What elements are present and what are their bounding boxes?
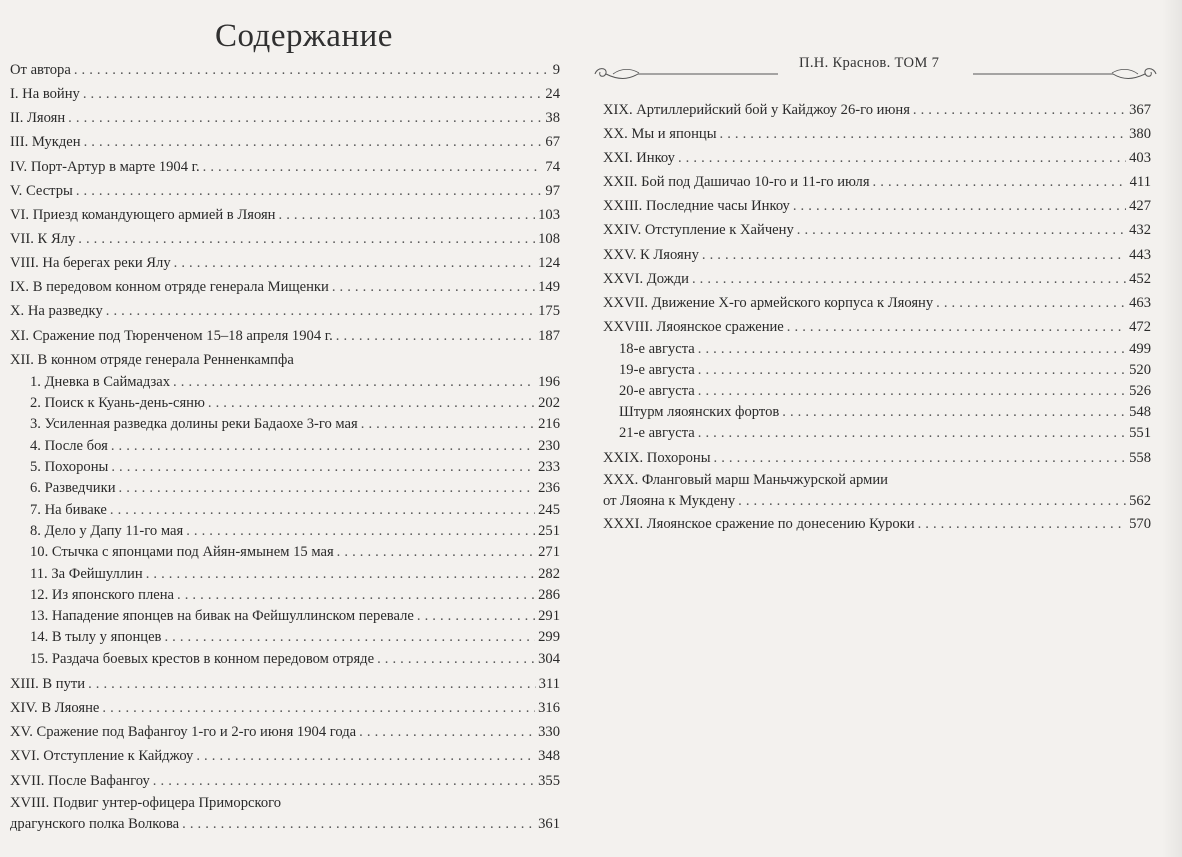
- toc-entry[interactable]: [603, 243, 1151, 267]
- toc-subentry[interactable]: [10, 627, 560, 648]
- left-flourish-icon: [593, 64, 783, 84]
- toc-entry[interactable]: [10, 696, 560, 720]
- toc-entry[interactable]: [10, 227, 560, 251]
- toc-page-number: 380: [1129, 126, 1151, 143]
- dot-leader: [793, 194, 1126, 218]
- toc-page-number: 316: [538, 700, 560, 717]
- toc-subentry-label: 11. За Фейшуллин: [30, 565, 143, 582]
- toc-page-number: 432: [1129, 222, 1151, 239]
- dot-leader: [84, 130, 543, 154]
- toc-entry-label: XXVII. Движение Х-го армейского корпуса к Ляояну: [603, 294, 934, 311]
- dot-leader: [337, 542, 535, 563]
- toc-entry-label: XIX. Артиллерийский бой у Кайджоу 26-го июня: [603, 102, 910, 118]
- toc-page-number: 472: [1129, 318, 1151, 335]
- toc-page-number: 427: [1129, 198, 1151, 215]
- toc-subentry-label: 18-е августа: [619, 340, 695, 357]
- toc-page-number: 311: [538, 675, 560, 692]
- toc-page-number: 463: [1129, 294, 1151, 311]
- dot-leader: [720, 122, 1127, 146]
- toc-subentry[interactable]: [603, 423, 1151, 444]
- toc-page-number: 103: [538, 206, 560, 223]
- toc-entry-label: XXIV. Отступление к Хайчену: [603, 222, 794, 239]
- toc-page-number: 551: [1129, 424, 1151, 441]
- dot-leader: [182, 814, 535, 835]
- toc-entry[interactable]: [10, 82, 560, 106]
- toc-entry-label-continued: драгунского полка Волкова: [10, 815, 180, 832]
- toc-entry[interactable]: [10, 155, 560, 179]
- toc-entry-label: VIII. На берегах реки Ялу: [10, 255, 171, 272]
- toc-entry[interactable]: [10, 179, 560, 203]
- dot-leader: [88, 672, 536, 696]
- toc-page-number: 196: [538, 373, 560, 390]
- dot-leader: [68, 106, 542, 130]
- toc-entry-label: XXIX. Похороны: [603, 450, 711, 467]
- toc-entry[interactable]: [10, 720, 560, 744]
- toc-subentry[interactable]: [603, 339, 1151, 360]
- toc-entry-label: IX. В передовом конном отряде генерала Мищенки: [10, 279, 329, 296]
- toc-entry-label: От автора: [10, 62, 71, 78]
- toc-page-number: 187: [538, 327, 560, 344]
- toc-page-number: 108: [538, 230, 560, 247]
- toc-page-number: 558: [1129, 450, 1151, 467]
- running-head: [603, 50, 1163, 80]
- toc-entry-label: XV. Сражение под Вафангоу 1-го и 2-го июня 1904 года: [10, 724, 357, 741]
- dot-leader: [336, 324, 535, 348]
- dot-leader: [361, 414, 535, 435]
- toc-entry-label: XXI. Инкоу: [603, 150, 675, 167]
- toc-page-number: 149: [538, 279, 560, 296]
- toc-subentry-label: 19-е августа: [619, 361, 695, 378]
- toc-subentry-label: 12. Из японского плена: [30, 586, 175, 603]
- toc-entry-label: VI. Приезд командующего армией в Ляоян: [10, 206, 276, 223]
- toc-entry[interactable]: [603, 315, 1151, 339]
- dot-leader: [787, 315, 1126, 339]
- toc-entry[interactable]: [10, 251, 560, 275]
- toc-entry-label: XXX. Фланговый марш Маньчжурской армии: [603, 472, 888, 489]
- dot-leader: [177, 585, 535, 606]
- toc-subentry[interactable]: [10, 393, 560, 414]
- toc-page-number: 570: [1129, 516, 1151, 533]
- dot-leader: [873, 170, 1127, 194]
- right-flourish-icon: [968, 64, 1158, 84]
- toc-subentry-label: 13. Нападение японцев на бивак на Фейшуллинском перевале: [30, 608, 414, 625]
- toc-entry-label: XIV. В Ляояне: [10, 700, 100, 717]
- toc-page-number: 452: [1129, 270, 1151, 287]
- toc-subentry-label: 20-е августа: [619, 382, 695, 399]
- dot-leader: [74, 58, 550, 82]
- toc-page-number: 233: [538, 459, 560, 476]
- dot-leader: [153, 769, 535, 793]
- toc-entry-label: XXII. Бой под Дашичао 10-го и 11-го июля: [603, 174, 870, 191]
- toc-page-number: 291: [538, 608, 560, 625]
- dot-leader: [797, 218, 1126, 242]
- toc-page-number: 9: [552, 62, 560, 78]
- toc-page-number: 74: [545, 158, 560, 175]
- toc-subentry-label: 7. На биваке: [30, 501, 107, 518]
- toc-page-number: 286: [538, 586, 560, 603]
- toc-entry[interactable]: [10, 769, 560, 793]
- toc-entry-label: XVIII. Подвиг унтер-офицера Приморского: [10, 794, 282, 811]
- dot-leader: [913, 98, 1126, 122]
- toc-subentry-label: 3. Усиленная разведка долины реки Бадаохе 3-го мая: [30, 416, 358, 433]
- toc-entry[interactable]: [10, 130, 560, 154]
- toc-subentry[interactable]: [10, 436, 560, 457]
- toc-entry-label: XXVI. Дожди: [603, 270, 689, 287]
- dot-leader: [702, 243, 1126, 267]
- toc-subentry[interactable]: [603, 360, 1151, 381]
- toc-entry-label-continued: от Ляояна к Мукдену: [603, 493, 736, 510]
- toc-subentry-label: 14. В тылу у японцев: [30, 629, 162, 646]
- toc-page-number: 299: [538, 629, 560, 646]
- toc-page-number: 202: [538, 395, 560, 412]
- toc-subentry[interactable]: [10, 500, 560, 521]
- toc-entry[interactable]: [603, 512, 1151, 536]
- dot-leader: [698, 381, 1126, 402]
- toc-page-number: 355: [538, 772, 560, 789]
- toc-page-number: 548: [1129, 403, 1151, 420]
- toc-page-number: 304: [538, 650, 560, 667]
- dot-leader: [110, 500, 535, 521]
- toc-subentry-label: 10. Стычка с японцами под Айян-ямынем 15 мая: [30, 544, 334, 561]
- toc-page-number: 251: [538, 522, 560, 539]
- toc-page-number: 236: [538, 480, 560, 497]
- toc-page-number: 348: [538, 748, 560, 765]
- toc-entry[interactable]: [603, 218, 1151, 242]
- toc-subentry[interactable]: [10, 649, 560, 670]
- toc-entry-label: XX. Мы и японцы: [603, 126, 717, 143]
- toc-entry-label: XI. Сражение под Тюренченом 15–18 апреля 1904 г.: [10, 327, 333, 344]
- toc-page-number: 367: [1129, 102, 1151, 118]
- toc-page-number: 443: [1129, 246, 1151, 263]
- toc-entry-label: XXIII. Последние часы Инкоу: [603, 198, 790, 215]
- dot-leader: [208, 393, 535, 414]
- toc-entry[interactable]: [603, 446, 1151, 470]
- dot-leader: [377, 649, 535, 670]
- toc-entry[interactable]: [603, 122, 1151, 146]
- toc-entry-label: V. Сестры: [10, 182, 73, 199]
- toc-page-number: 97: [545, 182, 560, 199]
- toc-subentry[interactable]: [10, 521, 560, 542]
- dot-leader: [106, 299, 535, 323]
- toc-page-number: 38: [545, 110, 560, 127]
- toc-entry[interactable]: [603, 146, 1151, 170]
- toc-page-number: 230: [538, 437, 560, 454]
- toc-subentry[interactable]: [603, 402, 1151, 423]
- toc-subentry-label: 2. Поиск к Куань-день-сяню: [30, 395, 205, 412]
- dot-leader: [146, 564, 535, 585]
- page-edge-shadow: [1162, 0, 1182, 857]
- toc-subentry[interactable]: [10, 606, 560, 627]
- toc-entry[interactable]: [603, 98, 1151, 122]
- toc-entry[interactable]: [10, 672, 560, 696]
- toc-subentry[interactable]: [10, 542, 560, 563]
- dot-leader: [164, 627, 535, 648]
- toc-page-number: 271: [538, 544, 560, 561]
- dot-leader: [111, 457, 535, 478]
- toc-entry[interactable]: [10, 58, 560, 82]
- toc-entry[interactable]: [10, 203, 560, 227]
- toc-subentry-label: 4. После боя: [30, 437, 108, 454]
- toc-chapter-heading[interactable]: [10, 348, 560, 372]
- toc-subentry-label: 15. Раздача боевых крестов в конном передовом отряде: [30, 650, 375, 667]
- toc-entry-label: XXV. К Ляояну: [603, 246, 699, 263]
- dot-leader: [203, 155, 543, 179]
- toc-entry[interactable]: [603, 194, 1151, 218]
- toc-entry[interactable]: [10, 106, 560, 130]
- toc-page-number: 520: [1129, 361, 1151, 378]
- toc-left: [10, 58, 560, 835]
- running-head-text: П.Н. Краснов. ТОМ 7: [799, 55, 940, 71]
- toc-page-number: 24: [545, 86, 560, 103]
- dot-leader: [359, 720, 535, 744]
- toc-subentry[interactable]: [10, 414, 560, 435]
- toc-entry-label: XVI. Отступление к Кайджоу: [10, 748, 194, 765]
- dot-leader: [186, 521, 535, 542]
- toc-page-number: 361: [538, 815, 560, 832]
- dot-leader: [174, 251, 535, 275]
- dot-leader: [738, 491, 1126, 512]
- dot-leader: [698, 339, 1126, 360]
- dot-leader: [83, 82, 543, 106]
- toc-entry[interactable]: [603, 291, 1151, 315]
- toc-right: [603, 98, 1151, 537]
- toc-page-number: 330: [538, 724, 560, 741]
- dot-leader: [332, 275, 535, 299]
- toc-subentry-label: 21-е августа: [619, 424, 695, 441]
- toc-entry[interactable]: [603, 267, 1151, 291]
- toc-subentry[interactable]: [10, 585, 560, 606]
- contents-heading: Содержание: [215, 18, 393, 54]
- toc-subentry-label: 1. Дневка в Саймадзах: [30, 373, 171, 390]
- dot-leader: [279, 203, 536, 227]
- dot-leader: [102, 696, 535, 720]
- toc-entry-label: XVII. После Вафангоу: [10, 772, 150, 789]
- toc-entry-label: X. На разведку: [10, 303, 103, 320]
- toc-page-number: 175: [538, 303, 560, 320]
- toc-subentry-label: 5. Похороны: [30, 459, 109, 476]
- toc-subentry-label: Штурм ляоянских фортов: [619, 403, 780, 420]
- toc-subentry[interactable]: [10, 478, 560, 499]
- toc-page-number: 245: [538, 501, 560, 518]
- dot-leader: [111, 436, 535, 457]
- toc-page-number: 411: [1129, 174, 1151, 191]
- dot-leader: [196, 744, 535, 768]
- toc-entry-label: I. На войну: [10, 86, 80, 103]
- toc-entry-label: II. Ляоян: [10, 110, 66, 127]
- toc-page-number: 526: [1129, 382, 1151, 399]
- toc-entry-label: VII. К Ялу: [10, 230, 76, 247]
- toc-page-number: 403: [1129, 150, 1151, 167]
- dot-leader: [173, 372, 535, 393]
- toc-page-number: 562: [1129, 493, 1151, 510]
- dot-leader: [918, 512, 1127, 536]
- dot-leader: [698, 423, 1126, 444]
- toc-entry-label: III. Мукден: [10, 134, 81, 151]
- toc-entry-label: XIII. В пути: [10, 675, 86, 692]
- dot-leader: [936, 291, 1126, 315]
- dot-leader: [692, 267, 1126, 291]
- toc-page-number: 67: [545, 134, 560, 151]
- dot-leader: [782, 402, 1126, 423]
- dot-leader: [417, 606, 535, 627]
- toc-entry-label: IV. Порт-Артур в марте 1904 г.: [10, 158, 200, 175]
- toc-entry-label: XXXI. Ляоянское сражение по донесению Куроки: [603, 516, 915, 533]
- toc-entry-label: XII. В конном отряде генерала Ренненкампфа: [10, 351, 294, 368]
- dot-leader: [119, 478, 536, 499]
- toc-entry-multiline[interactable]: [10, 793, 560, 835]
- toc-subentry[interactable]: [10, 457, 560, 478]
- toc-entry[interactable]: [10, 299, 560, 323]
- toc-page-number: 216: [538, 416, 560, 433]
- dot-leader: [698, 360, 1126, 381]
- toc-page-number: 124: [538, 255, 560, 272]
- toc-entry[interactable]: [10, 275, 560, 299]
- toc-entry[interactable]: [603, 170, 1151, 194]
- dot-leader: [678, 146, 1126, 170]
- toc-subentry-label: 8. Дело у Дапу 11-го мая: [30, 522, 184, 539]
- toc-subentry-label: 6. Разведчики: [30, 480, 116, 497]
- toc-entry-label: XXVIII. Ляоянское сражение: [603, 318, 784, 335]
- toc-page-number: 282: [538, 565, 560, 582]
- toc-entry-multiline[interactable]: [603, 470, 1151, 512]
- toc-entry[interactable]: [10, 744, 560, 768]
- dot-leader: [76, 179, 543, 203]
- toc-subentry[interactable]: [10, 564, 560, 585]
- toc-page-number: 499: [1129, 340, 1151, 357]
- toc-subentry[interactable]: [10, 372, 560, 393]
- dot-leader: [714, 446, 1127, 470]
- dot-leader: [78, 227, 535, 251]
- toc-entry[interactable]: [10, 324, 560, 348]
- toc-subentry[interactable]: [603, 381, 1151, 402]
